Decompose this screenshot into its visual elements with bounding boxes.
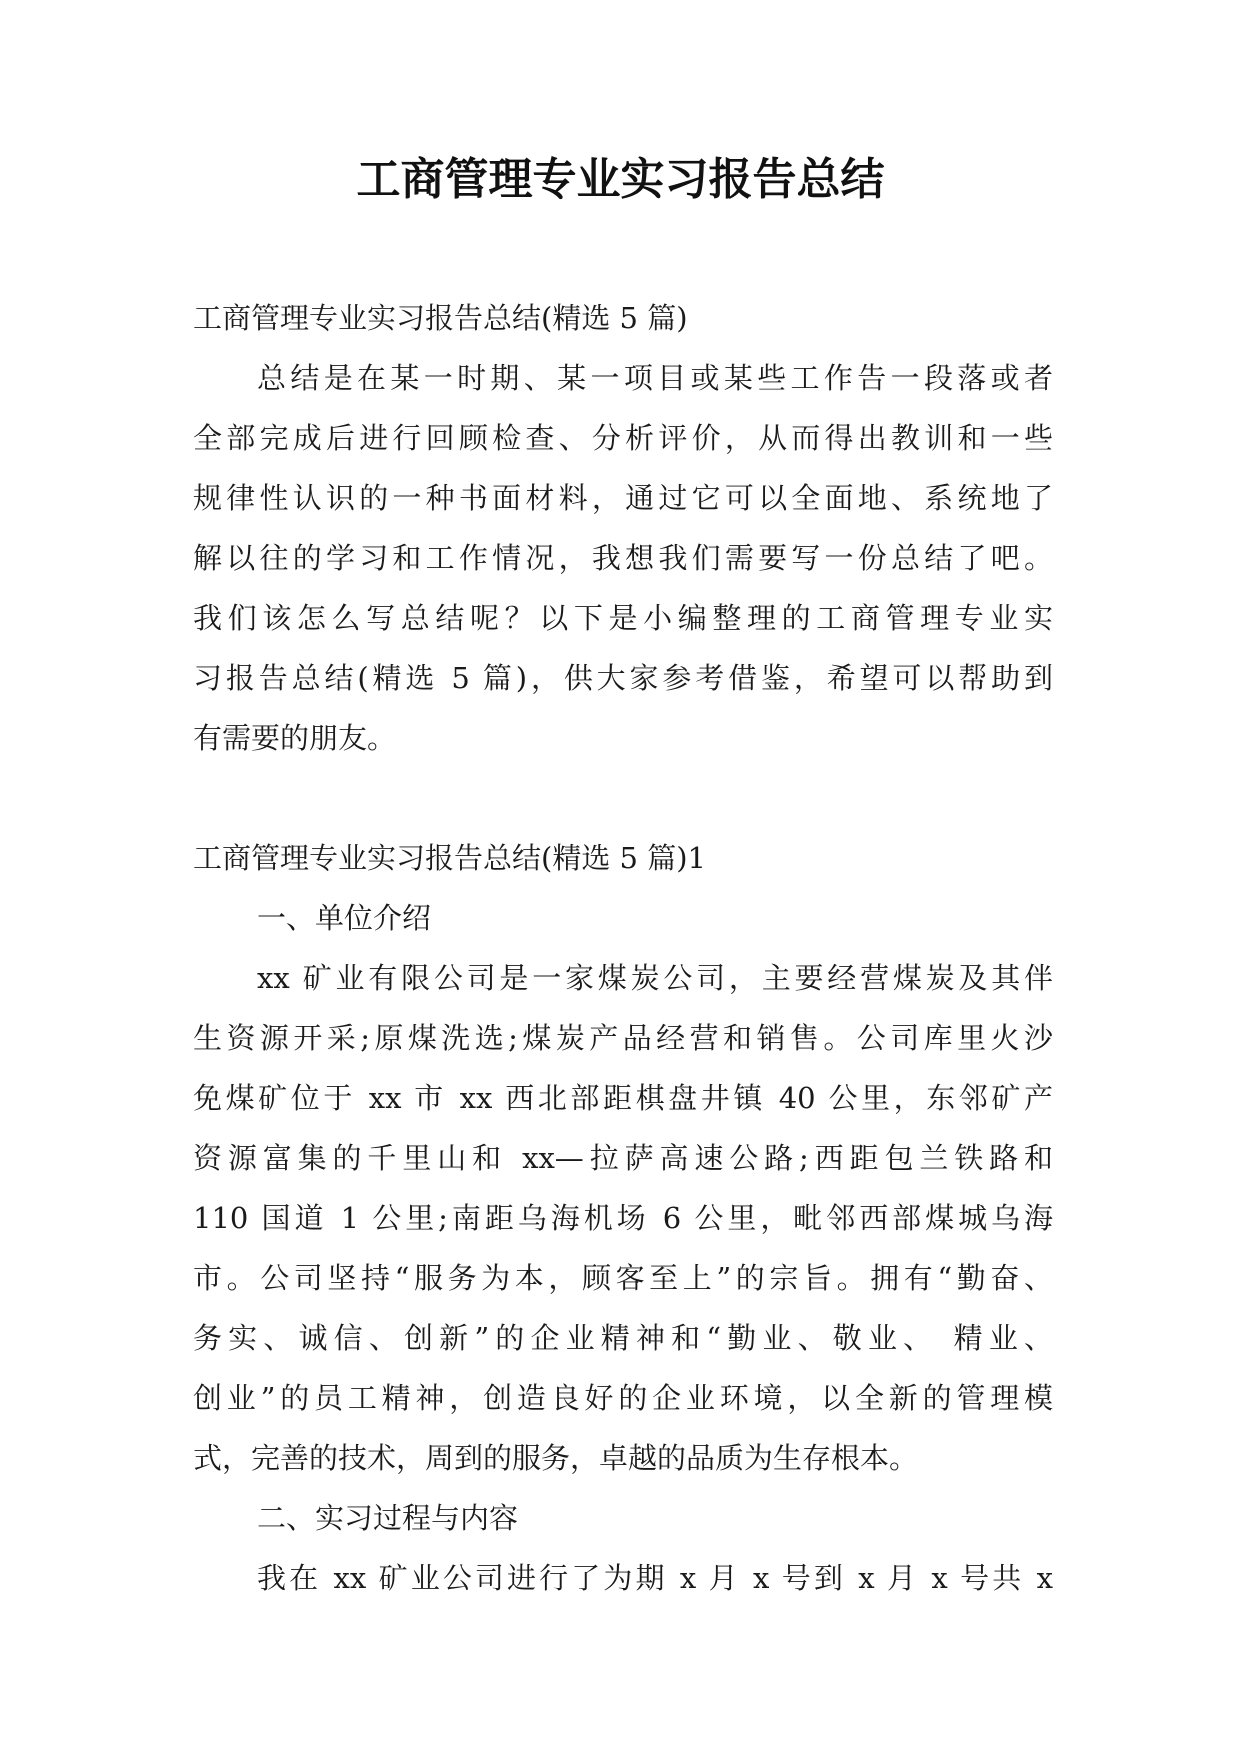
- intro-line: 全部完成后进行回顾检查、分析评价，从而得出教训和一些: [193, 421, 1053, 455]
- body-line: 创业”的员工精神，创造良好的企业环境，以全新的管理模: [193, 1381, 1053, 1415]
- body-line: 生资源开采;原煤洗选;煤炭产品经营和销售。公司库里火沙: [193, 1021, 1053, 1055]
- document-body: [193, 288, 1053, 1608]
- body-line: xx 矿业有限公司是一家煤炭公司，主要经营煤炭及其伴: [257, 961, 1053, 995]
- intro-line: 有需要的朋友。: [193, 721, 397, 755]
- intro-line: 总结是在某一时期、某一项目或某些工作告一段落或者: [257, 361, 1053, 395]
- intro-line: 规律性认识的一种书面材料，通过它可以全面地、系统地了: [193, 481, 1053, 515]
- body-line: 110 国道 1 公里;南距乌海机场 6 公里，毗邻西部煤城乌海: [193, 1201, 1053, 1235]
- body-line: 免煤矿位于 xx 市 xx 西北部距棋盘井镇 40 公里，东邻矿产: [193, 1081, 1053, 1115]
- section-heading: 工商管理专业实习报告总结(精选 5 篇)1: [193, 841, 706, 875]
- paragraph-gap: [193, 768, 1053, 828]
- document-title: 工商管理专业实习报告总结: [356, 154, 885, 205]
- body-line: 市。公司坚持“服务为本，顾客至上”的宗旨。拥有“勤奋、: [193, 1261, 1053, 1295]
- intro-line: 习报告总结(精选 5 篇)，供大家参考借鉴，希望可以帮助到: [193, 661, 1053, 695]
- intro-line: 解以往的学习和工作情况，我想我们需要写一份总结了吧。: [193, 541, 1053, 575]
- subsection-heading: 二、实习过程与内容: [257, 1501, 519, 1535]
- intro-line: 我们该怎么写总结呢？以下是小编整理的工商管理专业实: [193, 601, 1053, 635]
- body-line: 我在 xx 矿业公司进行了为期 x 月 x 号到 x 月 x 号共 x: [257, 1561, 1053, 1595]
- subsection-heading: 一、单位介绍: [257, 901, 432, 935]
- body-line: 式，完善的技术，周到的服务，卓越的品质为生存根本。: [193, 1441, 919, 1475]
- subtitle-line: 工商管理专业实习报告总结(精选 5 篇): [193, 301, 688, 335]
- body-line: 务实、诚信、创新”的企业精神和“勤业、敬业、 精业、: [193, 1321, 1053, 1355]
- body-line: 资源富集的千里山和 xx—拉萨高速公路;西距包兰铁路和: [193, 1141, 1053, 1175]
